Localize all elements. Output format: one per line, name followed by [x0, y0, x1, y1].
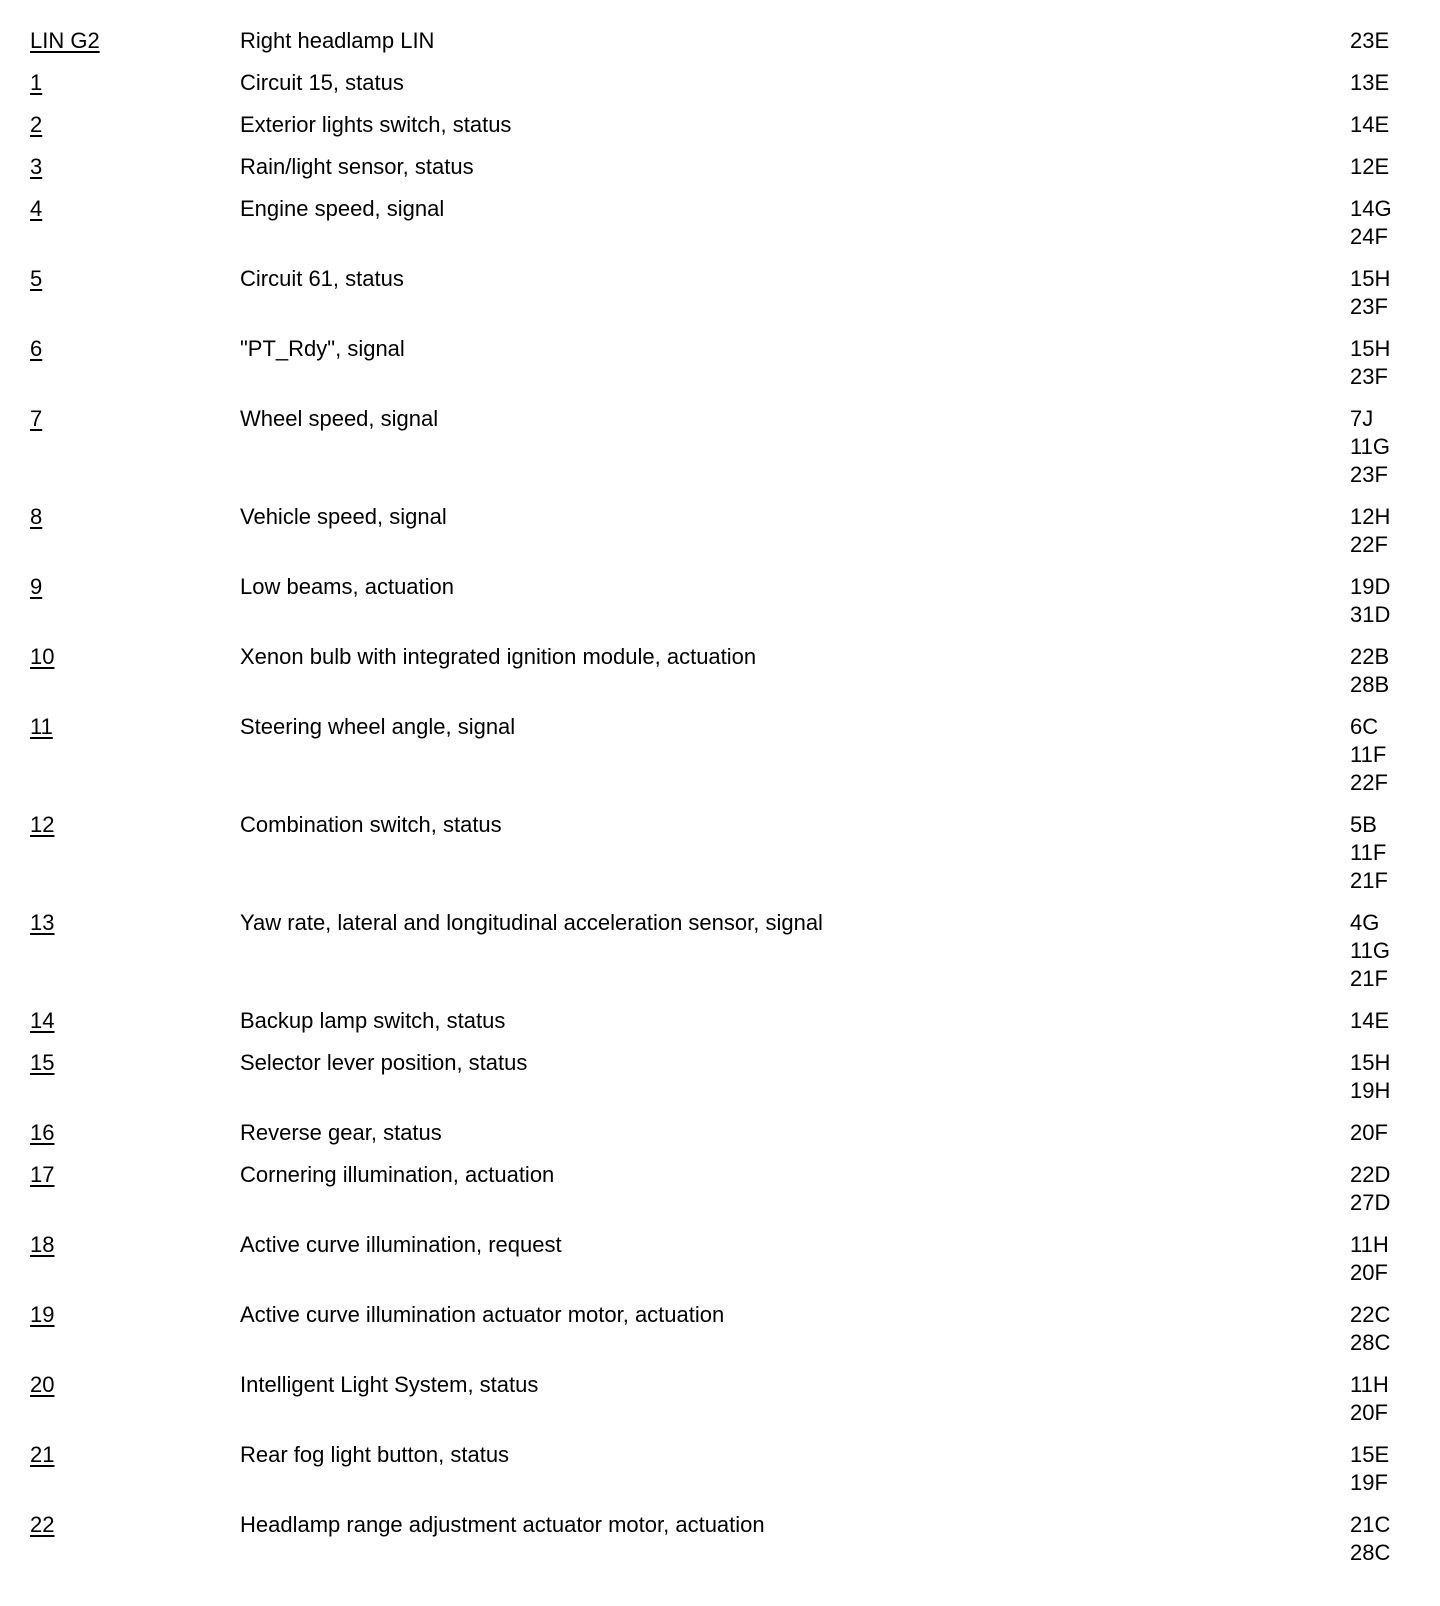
legend-row [0, 265, 1440, 335]
legend-key-link[interactable]: 5 [30, 266, 43, 291]
grid-reference: 14E [1350, 112, 1390, 137]
legend-key-link[interactable]: 13 [30, 910, 55, 935]
grid-reference: 19F [1350, 1470, 1388, 1495]
grid-reference: 5B [1350, 812, 1377, 837]
grid-reference-list [1350, 573, 1390, 629]
grid-reference: 28C [1350, 1330, 1391, 1355]
legend-key-link[interactable]: 3 [30, 154, 43, 179]
legend-row [0, 909, 1440, 1007]
grid-reference: 31D [1350, 602, 1391, 627]
grid-reference: 27D [1350, 1190, 1391, 1215]
legend-row [0, 1511, 1440, 1581]
legend-description: Headlamp range adjustment actuator motor, actuation [240, 1512, 765, 1537]
legend-key-link[interactable]: LIN G2 [30, 28, 100, 53]
grid-reference: 22C [1350, 1302, 1391, 1327]
legend-description: Yaw rate, lateral and longitudinal acceleration sensor, signal [240, 910, 823, 935]
grid-reference: 23F [1350, 364, 1388, 389]
legend-description: Active curve illumination actuator motor, actuation [240, 1302, 725, 1327]
legend-description: Xenon bulb with integrated ignition module, actuation [240, 644, 757, 669]
grid-reference-list [1350, 153, 1389, 181]
legend-key-link[interactable]: 9 [30, 574, 43, 599]
grid-reference-list [1350, 1007, 1389, 1035]
legend-row [0, 335, 1440, 405]
grid-reference: 28B [1350, 672, 1390, 697]
legend-row [0, 811, 1440, 909]
grid-reference: 7J [1350, 406, 1374, 431]
legend-row [0, 1231, 1440, 1301]
grid-reference: 15E [1350, 1442, 1390, 1467]
grid-reference-list [1350, 1371, 1389, 1427]
grid-reference-list [1350, 27, 1389, 55]
grid-reference: 22F [1350, 532, 1388, 557]
legend-row [0, 1161, 1440, 1231]
grid-reference: 23F [1350, 294, 1388, 319]
grid-reference-list [1350, 265, 1390, 321]
grid-reference: 11H [1350, 1232, 1389, 1257]
grid-reference-list [1350, 1441, 1389, 1497]
legend-key-link[interactable]: 8 [30, 504, 43, 529]
legend-key-link[interactable]: 2 [30, 112, 43, 137]
legend-description: Selector lever position, status [240, 1050, 528, 1075]
legend-description: Reverse gear, status [240, 1120, 442, 1145]
legend-key-link[interactable]: 10 [30, 644, 55, 669]
legend-row [0, 1049, 1440, 1119]
grid-reference: 14G [1350, 196, 1392, 221]
grid-reference: 28C [1350, 1540, 1391, 1565]
legend-description: Backup lamp switch, status [240, 1008, 506, 1033]
legend-description: "PT_Rdy", signal [240, 336, 405, 361]
legend-key-link[interactable]: 12 [30, 812, 55, 837]
grid-reference-list [1350, 503, 1390, 559]
grid-reference: 11F [1350, 742, 1387, 767]
legend-description: Intelligent Light System, status [240, 1372, 539, 1397]
legend-key-link[interactable]: 4 [30, 196, 43, 221]
legend-row [0, 405, 1440, 503]
legend-row [0, 503, 1440, 573]
grid-reference: 14E [1350, 1008, 1390, 1033]
legend-row [0, 195, 1440, 265]
legend-row [0, 27, 1440, 69]
legend-description: Right headlamp LIN [240, 28, 435, 53]
grid-reference: 21F [1350, 868, 1388, 893]
legend-row [0, 573, 1440, 643]
grid-reference: 11H [1350, 1372, 1389, 1397]
legend-row [0, 1441, 1440, 1511]
legend-key-link[interactable]: 20 [30, 1372, 55, 1397]
grid-reference: 11G [1350, 434, 1390, 459]
legend-key-link[interactable]: 16 [30, 1120, 55, 1145]
grid-reference: 21C [1350, 1512, 1391, 1537]
legend-key-link[interactable]: 22 [30, 1512, 55, 1537]
legend-row [0, 111, 1440, 153]
legend-key-link[interactable]: 21 [30, 1442, 55, 1467]
grid-reference: 11F [1350, 840, 1387, 865]
legend-row [0, 1301, 1440, 1371]
grid-reference-list [1350, 1119, 1388, 1147]
legend-description: Vehicle speed, signal [240, 504, 447, 529]
legend-description: Exterior lights switch, status [240, 112, 512, 137]
grid-reference-list [1350, 69, 1389, 97]
legend-row [0, 643, 1440, 713]
legend-row [0, 1119, 1440, 1161]
grid-reference: 21F [1350, 966, 1388, 991]
legend-row [0, 153, 1440, 195]
legend-key-link[interactable]: 15 [30, 1050, 55, 1075]
grid-reference: 19H [1350, 1078, 1391, 1103]
grid-reference-list [1350, 713, 1388, 797]
legend-key-link[interactable]: 1 [30, 70, 43, 95]
legend-key-link[interactable]: 11 [30, 714, 53, 739]
grid-reference: 20F [1350, 1400, 1388, 1425]
legend-description: Cornering illumination, actuation [240, 1162, 555, 1187]
grid-reference-list [1350, 1161, 1390, 1217]
legend-key-link[interactable]: 18 [30, 1232, 55, 1257]
grid-reference-list [1350, 111, 1389, 139]
grid-reference-list [1350, 1511, 1390, 1567]
legend-key-link[interactable]: 7 [30, 406, 43, 431]
grid-reference: 15H [1350, 266, 1391, 291]
legend-key-link[interactable]: 19 [30, 1302, 55, 1327]
grid-reference: 6C [1350, 714, 1379, 739]
grid-reference-list [1350, 643, 1389, 699]
grid-reference: 12H [1350, 504, 1391, 529]
grid-reference: 22B [1350, 644, 1390, 669]
legend-row [0, 713, 1440, 811]
grid-reference: 13E [1350, 70, 1390, 95]
legend-description: Steering wheel angle, signal [240, 714, 516, 739]
grid-reference: 23F [1350, 462, 1388, 487]
legend-row [0, 69, 1440, 111]
grid-reference-list [1350, 1231, 1389, 1287]
grid-reference: 20F [1350, 1120, 1388, 1145]
legend-description: Combination switch, status [240, 812, 502, 837]
grid-reference-list [1350, 195, 1392, 251]
legend-description: Low beams, actuation [240, 574, 455, 599]
legend-key-link[interactable]: 17 [30, 1162, 55, 1187]
grid-reference: 22D [1350, 1162, 1391, 1187]
grid-reference-list [1350, 909, 1390, 993]
grid-reference: 15H [1350, 1050, 1391, 1075]
grid-reference-list [1350, 811, 1388, 895]
grid-reference-list [1350, 335, 1390, 391]
legend-description: Active curve illumination, request [240, 1232, 562, 1257]
legend-row [0, 1007, 1440, 1049]
legend-description: Rain/light sensor, status [240, 154, 474, 179]
legend-row [0, 1371, 1440, 1441]
grid-reference: 11G [1350, 938, 1390, 963]
legend-description: Circuit 15, status [240, 70, 404, 95]
legend-description: Circuit 61, status [240, 266, 404, 291]
legend-key-link[interactable]: 14 [30, 1008, 55, 1033]
legend-key-link[interactable]: 6 [30, 336, 43, 361]
grid-reference: 23E [1350, 28, 1390, 53]
legend-description: Rear fog light button, status [240, 1442, 510, 1467]
legend-description: Engine speed, signal [240, 196, 445, 221]
grid-reference: 22F [1350, 770, 1388, 795]
grid-reference: 15H [1350, 336, 1391, 361]
grid-reference: 4G [1350, 910, 1380, 935]
legend-description: Wheel speed, signal [240, 406, 439, 431]
grid-reference-list [1350, 405, 1390, 489]
grid-reference: 20F [1350, 1260, 1388, 1285]
grid-reference: 24F [1350, 224, 1388, 249]
grid-reference-list [1350, 1049, 1390, 1105]
grid-reference: 12E [1350, 154, 1390, 179]
grid-reference: 19D [1350, 574, 1391, 599]
grid-reference-list [1350, 1301, 1390, 1357]
